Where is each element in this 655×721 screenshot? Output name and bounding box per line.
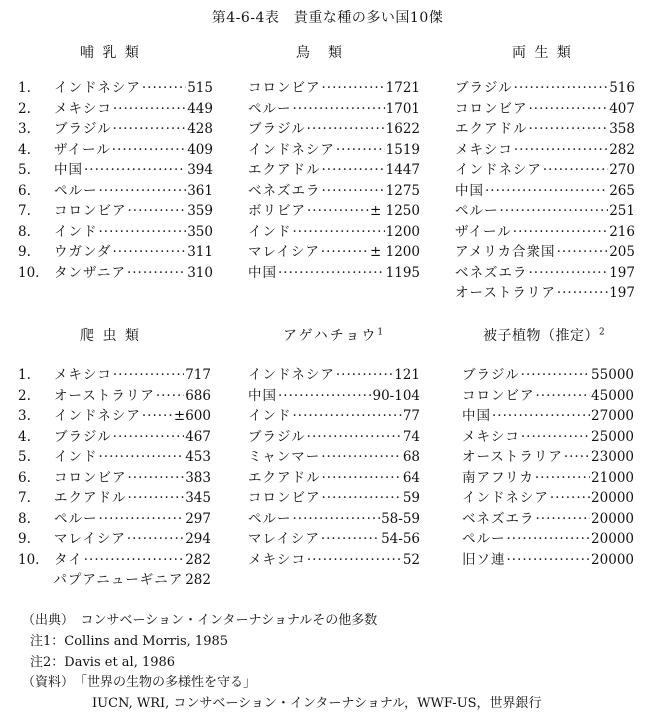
species-count: 20000 [591, 490, 634, 506]
species-count: 297 [185, 510, 211, 527]
species-count: 216 [609, 223, 635, 240]
list-item [18, 550, 211, 571]
list-item [18, 406, 211, 427]
dot-leader [112, 242, 186, 263]
list-item [18, 263, 213, 284]
list-item [18, 222, 213, 243]
dot-leader [99, 509, 185, 530]
rank-number: 9. [18, 244, 31, 260]
dot-leader [307, 427, 402, 448]
list-item [248, 365, 420, 386]
dot-leader [113, 427, 185, 448]
dot-leader [84, 160, 186, 181]
list-item [18, 427, 211, 448]
species-count: ±600 [173, 408, 211, 424]
country-name: ペルー [54, 182, 98, 199]
list-item [18, 529, 211, 550]
rank-number: 6. [18, 182, 31, 199]
dot-leader [113, 119, 187, 140]
country-name: コロンビア [54, 203, 127, 219]
footnote-marker-1: 1 [377, 327, 384, 338]
dot-leader [307, 550, 402, 571]
species-count: 1275 [385, 182, 420, 199]
heading-angiosperms: 被子植物（推定）$^2$ [483, 327, 605, 344]
country-name: コロンビア [248, 490, 321, 506]
species-count: 205 [609, 244, 635, 260]
country-name: 旧ソ連 [462, 551, 506, 568]
species-count: 1200 [385, 223, 420, 240]
species-count: 282 [185, 572, 211, 588]
species-count: 59 [402, 490, 420, 506]
rank-number: 10. [18, 264, 40, 281]
country-name: マレイシア [54, 531, 126, 547]
country-name: 中国 [248, 387, 277, 404]
dot-leader [507, 550, 591, 571]
dot-leader [322, 468, 402, 489]
dot-leader [128, 468, 185, 489]
dot-leader [113, 99, 186, 120]
list-angiosperms [462, 365, 634, 570]
country-name: ベネズエラ [462, 510, 535, 527]
rank-number: 2. [18, 387, 31, 404]
country-name: エクアドル [248, 162, 321, 178]
species-count: 64 [402, 469, 420, 486]
dot-leader [529, 119, 609, 140]
species-count: 121 [394, 367, 420, 383]
dot-leader [536, 509, 591, 530]
species-count: 717 [185, 367, 211, 383]
country-name: タンザニア [54, 264, 126, 281]
country-name: アメリカ合衆国 [455, 244, 556, 260]
list-item [455, 263, 635, 284]
dot-leader [293, 222, 385, 243]
dot-leader [500, 201, 609, 222]
species-count: 21000 [591, 469, 634, 486]
dot-leader [84, 550, 184, 571]
species-count: 52 [402, 551, 420, 568]
country-name: ペルー [248, 510, 292, 527]
country-name: タイ [54, 551, 83, 568]
species-count: 23000 [591, 449, 634, 465]
dot-leader [293, 406, 402, 427]
species-count: 251 [609, 203, 635, 219]
list-item [248, 550, 420, 571]
country-name: インドネシア [54, 80, 141, 96]
country-name: ザイール [54, 141, 111, 158]
dot-leader [514, 140, 608, 161]
list-item [248, 406, 420, 427]
dot-leader [127, 263, 186, 284]
list-item [18, 119, 213, 140]
dot-leader [336, 365, 393, 386]
list-item [462, 447, 634, 468]
country-name: メキシコ [54, 367, 112, 383]
list-item [455, 119, 635, 140]
country-name: インド [248, 408, 292, 424]
species-count: 467 [185, 428, 211, 445]
country-name: ボリビア [248, 203, 306, 219]
list-item [248, 160, 420, 181]
dot-leader [521, 365, 590, 386]
list-item [462, 427, 634, 448]
country-name: コロンビア [462, 387, 535, 404]
dot-leader [127, 529, 184, 550]
country-name: 中国 [248, 264, 277, 281]
dot-leader [128, 201, 187, 222]
country-name: マレイシア [248, 531, 320, 547]
species-count: 90-104 [372, 387, 420, 404]
country-name: インドネシア [248, 141, 335, 158]
list-item [18, 140, 213, 161]
dot-leader [336, 140, 385, 161]
rank-number: 4. [18, 428, 31, 445]
country-name: コロンビア [54, 469, 127, 486]
dot-leader [529, 99, 609, 120]
rank-number: 5. [18, 449, 31, 465]
list-item [248, 427, 420, 448]
species-count: 1701 [385, 100, 420, 117]
dot-leader [557, 283, 608, 304]
heading-reptiles: 爬 虫 類 [80, 328, 141, 344]
dot-leader [521, 427, 590, 448]
dot-leader [564, 447, 590, 468]
dot-leader [113, 365, 184, 386]
dot-leader [507, 529, 591, 550]
dot-leader [485, 181, 608, 202]
list-item [455, 99, 635, 120]
list-item [248, 447, 420, 468]
species-count: 350 [187, 223, 213, 240]
dot-leader [156, 386, 184, 407]
species-count: 449 [187, 100, 213, 117]
list-item [462, 529, 634, 550]
dot-leader [112, 140, 186, 161]
rank-number: 8. [18, 223, 31, 240]
species-count: 45000 [591, 387, 634, 404]
species-count: 54-56 [381, 531, 420, 547]
list-item [455, 222, 635, 243]
country-name: インドネシア [248, 367, 335, 383]
rank-number: 7. [18, 203, 31, 219]
dot-leader [322, 78, 385, 99]
list-item [248, 263, 420, 284]
rank-number: 6. [18, 469, 31, 486]
country-name: ペルー [248, 100, 292, 117]
species-count: 358 [609, 121, 635, 137]
rank-number: 9. [18, 531, 31, 547]
species-count: 345 [185, 490, 211, 506]
dot-leader [278, 386, 371, 407]
list-item [455, 283, 635, 304]
rank-number: 7. [18, 490, 31, 506]
footnote-marker-2: 2 [599, 327, 605, 338]
dot-leader [99, 222, 187, 243]
dot-leader [513, 222, 608, 243]
list-item [18, 78, 213, 99]
species-count: 361 [187, 182, 213, 199]
country-name: インド [248, 223, 292, 240]
list-item [462, 406, 634, 427]
country-name: メキシコ [455, 141, 513, 158]
dot-leader [492, 406, 590, 427]
dot-leader [529, 263, 609, 284]
country-name: インドネシア [462, 490, 549, 506]
rank-number: 10. [18, 551, 40, 568]
country-name: ザイール [455, 223, 512, 240]
list-item [248, 488, 420, 509]
rank-number: 2. [18, 100, 31, 117]
country-name: ブラジル [248, 121, 306, 137]
list-amphibians [455, 78, 635, 304]
dot-leader [99, 181, 187, 202]
list-item [248, 509, 420, 530]
list-item [248, 201, 420, 222]
country-name: オーストラリア [455, 285, 556, 301]
list-item [18, 365, 211, 386]
list-item [248, 386, 420, 407]
rank-number: 3. [18, 121, 31, 137]
rank-number: 8. [18, 510, 31, 527]
species-count: 1519 [385, 141, 420, 158]
list-item [18, 509, 211, 530]
list-item [462, 488, 634, 509]
heading-birds: 鳥 類 [296, 45, 344, 61]
species-count: 20000 [591, 510, 634, 527]
country-name: コロンビア [455, 100, 528, 117]
material-note: （資料） 「世界の生物の多様性を守る」 [22, 675, 257, 690]
dot-leader [536, 386, 591, 407]
country-name: パプアニューギニア [53, 572, 184, 588]
dot-leader [293, 99, 385, 120]
country-name: インドネシア [54, 408, 141, 424]
country-name: ミャンマー [248, 449, 321, 465]
species-count: 20000 [591, 531, 634, 547]
list-item [462, 365, 634, 386]
country-name: 中国 [462, 408, 491, 424]
species-count: 27000 [591, 408, 634, 424]
species-count: 310 [187, 264, 213, 281]
country-name: インド [54, 223, 98, 240]
list-item [18, 181, 213, 202]
list-item [18, 242, 213, 263]
dot-leader [535, 468, 590, 489]
list-item [248, 99, 420, 120]
dot-leader [142, 406, 173, 427]
country-name: ペルー [54, 510, 98, 527]
species-count: 68 [402, 449, 420, 465]
country-name: メキシコ [54, 100, 112, 117]
list-item [455, 140, 635, 161]
list-item [248, 242, 420, 263]
species-count: 20000 [591, 551, 634, 568]
country-name: ブラジル [462, 367, 520, 383]
species-count: 55000 [591, 367, 634, 383]
country-name: ブラジル [54, 428, 112, 445]
list-reptiles [18, 365, 211, 591]
country-name: オーストラリア [462, 449, 563, 465]
list-mammals [18, 78, 213, 283]
list-item [18, 99, 213, 120]
source-note: （出典） コンサベーション・インターナショナルその他多数 [22, 613, 378, 628]
footnote-2: 注2：Davis et al, 1986 [30, 655, 176, 670]
country-name: ペルー [462, 531, 506, 547]
list-item [18, 488, 211, 509]
list-item [462, 509, 634, 530]
list-item [455, 160, 635, 181]
dot-leader [278, 263, 385, 284]
dot-leader [307, 119, 385, 140]
dot-leader [128, 488, 185, 509]
list-item [248, 222, 420, 243]
species-count: 270 [609, 162, 635, 178]
country-name: ウガンダ [54, 244, 112, 260]
list-item [18, 570, 211, 591]
heading-swallowtails: アゲハチョウ$^1$ [283, 327, 384, 344]
species-count: 74 [402, 428, 420, 445]
species-count: 453 [185, 449, 211, 465]
country-name: エクアドル [54, 490, 127, 506]
species-count: 282 [185, 551, 211, 568]
country-name: インド [54, 449, 98, 465]
country-name: ペルー [455, 203, 499, 219]
list-birds [248, 78, 420, 283]
list-item [462, 386, 634, 407]
country-name: 南アフリカ [462, 469, 534, 486]
country-name: メキシコ [248, 551, 306, 568]
heading-amphibians: 両 生 類 [512, 45, 573, 61]
species-count: 25000 [591, 428, 634, 445]
country-name: インドネシア [455, 162, 542, 178]
rank-number: 3. [18, 408, 31, 424]
list-item [455, 201, 635, 222]
species-count: 407 [609, 100, 635, 117]
dot-leader [321, 447, 402, 468]
species-count: 428 [187, 121, 213, 137]
list-item [462, 468, 634, 489]
dot-leader [321, 529, 380, 550]
dot-leader [550, 488, 590, 509]
species-count: 1195 [385, 264, 420, 281]
list-item [455, 78, 635, 99]
rank-number: 1. [18, 80, 31, 96]
list-item [248, 140, 420, 161]
rank-number: 5. [18, 162, 31, 178]
species-count: 1622 [385, 121, 420, 137]
heading-mammals: 哺 乳 類 [80, 45, 141, 61]
species-count: 311 [187, 244, 213, 260]
species-count: 294 [185, 531, 211, 547]
list-item [455, 242, 635, 263]
country-name: ベネズエラ [455, 264, 528, 281]
list-item [248, 529, 420, 550]
species-count: 1447 [385, 162, 420, 178]
list-item [18, 468, 211, 489]
country-name: メキシコ [462, 428, 520, 445]
species-count: 359 [187, 203, 213, 219]
rank-number: 1. [18, 367, 31, 383]
country-name: オーストラリア [54, 387, 155, 404]
list-swallowtails [248, 365, 420, 570]
species-count: 515 [187, 80, 213, 96]
list-item [18, 447, 211, 468]
list-item [248, 119, 420, 140]
species-count: 409 [187, 141, 213, 158]
country-name: エクアドル [248, 469, 321, 486]
list-item [248, 181, 420, 202]
country-name: ベネズエラ [248, 182, 321, 199]
species-count: 58-59 [381, 510, 420, 527]
dot-leader [142, 78, 186, 99]
country-name: 中国 [54, 162, 83, 178]
material-organizations: IUCN, WRI, コンサベーション・インターナショナル，WWF-US，世界銀行 [92, 696, 542, 711]
dot-leader [514, 78, 609, 99]
country-name: ブラジル [248, 428, 306, 445]
list-item [455, 181, 635, 202]
list-item [18, 201, 213, 222]
species-count: 516 [609, 80, 635, 96]
country-name: エクアドル [455, 121, 528, 137]
list-item [248, 468, 420, 489]
dot-leader [293, 509, 381, 530]
species-count: 197 [609, 285, 635, 301]
dot-leader [322, 160, 385, 181]
species-count: ± 1200 [370, 244, 420, 260]
list-item [18, 386, 211, 407]
country-name: ブラジル [455, 80, 513, 96]
country-name: マレイシア [248, 244, 320, 260]
list-item [248, 78, 420, 99]
species-count: ± 1250 [370, 203, 420, 219]
dot-leader [321, 242, 369, 263]
country-name: 中国 [455, 182, 484, 199]
rank-number: 4. [18, 141, 31, 158]
dot-leader [322, 181, 385, 202]
species-count: 265 [609, 182, 635, 199]
country-name: コロンビア [248, 80, 321, 96]
table-title: 第4-6-4表 貴重な種の多い国10傑 [211, 10, 444, 26]
list-item [462, 550, 634, 571]
species-count: 282 [609, 141, 635, 158]
dot-leader [557, 242, 609, 263]
dot-leader [307, 201, 369, 222]
dot-leader [99, 447, 185, 468]
list-item [18, 160, 213, 181]
species-count: 394 [187, 162, 213, 178]
country-name: ブラジル [54, 121, 112, 137]
species-count: 383 [185, 469, 211, 486]
footnote-1: 注1：Collins and Morris, 1985 [30, 634, 229, 649]
dot-leader [543, 160, 608, 181]
dot-leader [322, 488, 402, 509]
species-count: 77 [402, 408, 420, 424]
species-count: 197 [609, 264, 635, 281]
species-count: 686 [185, 387, 211, 404]
species-count: 1721 [385, 80, 420, 96]
